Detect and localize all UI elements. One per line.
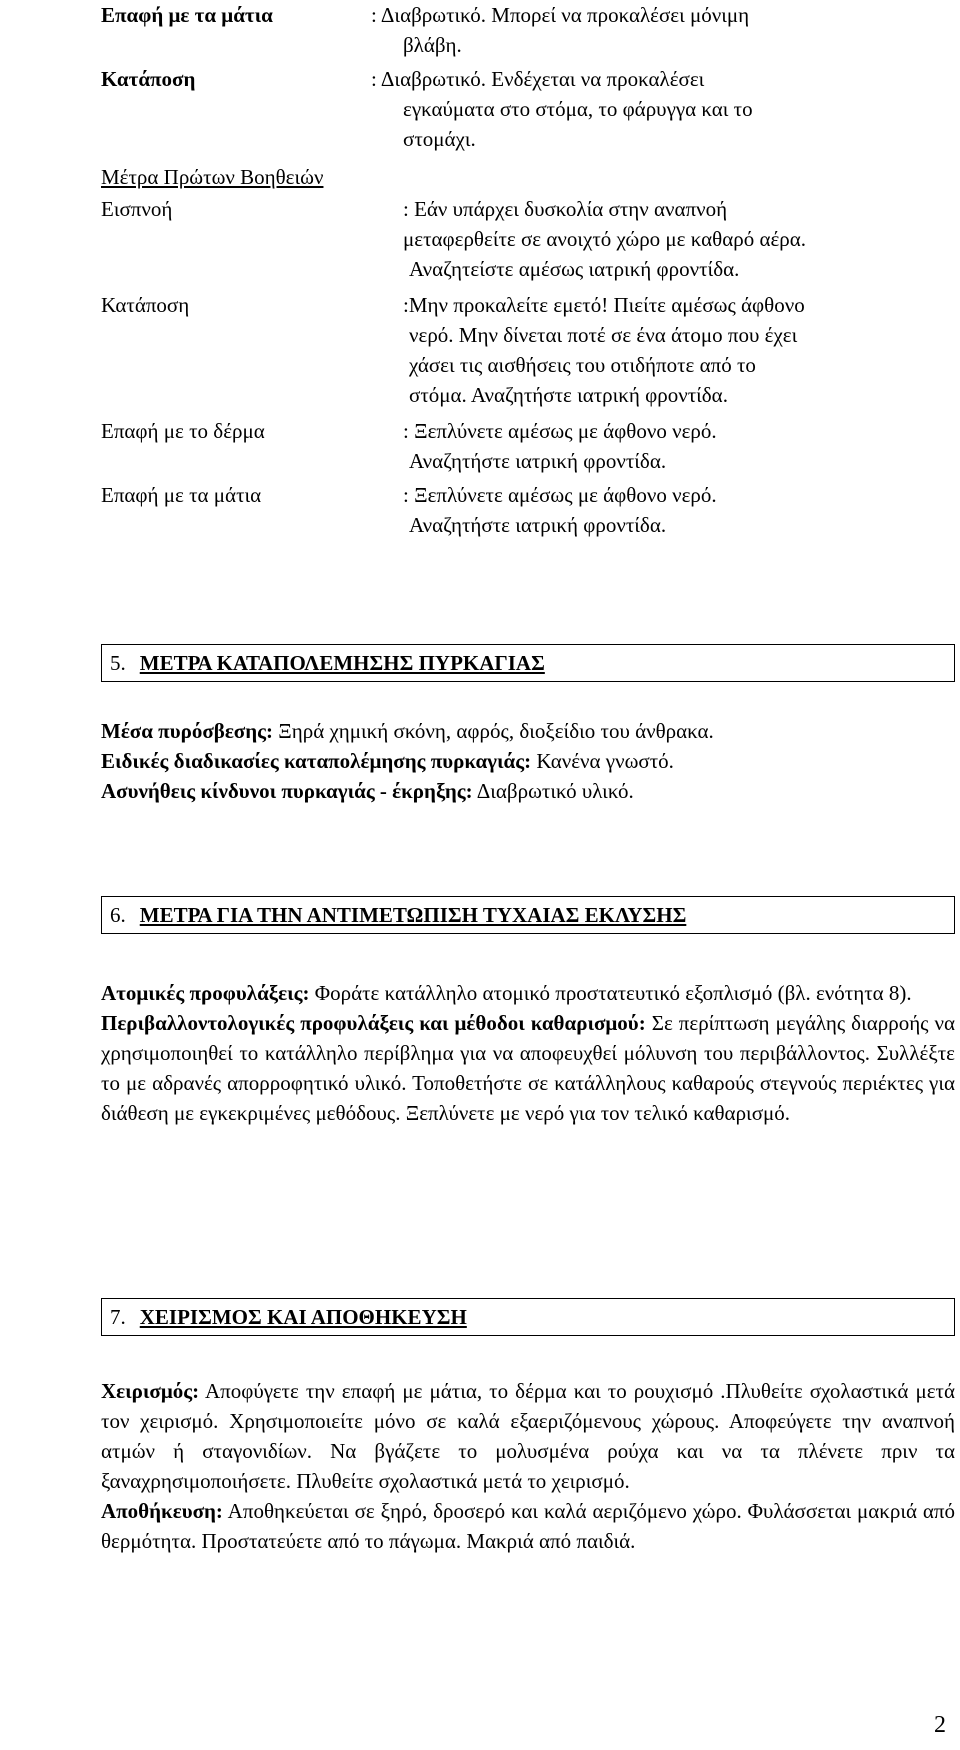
section-number: 6.: [110, 903, 126, 927]
section-6-body: [101, 978, 955, 1128]
paragraph: [101, 776, 955, 806]
row-label: Κατάποση: [101, 293, 190, 317]
item-label: Ασυνήθεις κίνδυνοι πυρκαγιάς - έκρηξης:: [101, 779, 473, 803]
row-line: Αναζητήστε ιατρική φροντίδα.: [409, 449, 667, 473]
row-line: : Εάν υπάρχει δυσκολία στην αναπνοή: [403, 197, 728, 221]
section-title: ΜΕΤΡΑ ΚΑΤΑΠΟΛΕΜΗΣΗΣ ΠΥΡΚΑΓΙΑΣ: [139, 651, 545, 675]
row-value: [371, 194, 957, 284]
row-value: [371, 480, 957, 540]
section-7-body: [101, 1376, 955, 1556]
row-line: :Μην προκαλείτε εμετό! Πιείτε αμέσως άφθονο: [403, 293, 805, 317]
row-value: [371, 0, 957, 60]
item-text: Φοράτε κατάλληλο ατομικό προστατευτικό εξοπλισμό (βλ. ενότητα 8).: [309, 981, 912, 1005]
row-line: νερό. Μην δίνεται ποτέ σε ένα άτομο που έχει: [409, 323, 798, 347]
section-title: ΜΕΤΡΑ ΓΙΑ ΤΗΝ ΑΝΤΙΜΕΤΩΠΙΣΗ ΤΥΧΑΙΑΣ ΕΚΛΥΣΗΣ: [139, 903, 687, 927]
row-value: [371, 416, 957, 476]
row-label: Επαφή με τα μάτια: [101, 3, 273, 27]
section-7-header: [101, 1298, 955, 1336]
paragraph: [101, 1496, 955, 1556]
row-line: στόμα. Αναζητήστε ιατρική φροντίδα.: [409, 383, 728, 407]
row-line: : Ξεπλύνετε αμέσως με άφθονο νερό.: [403, 419, 717, 443]
item-text: Αποφύγετε την επαφή με μάτια, το δέρμα και το ρουχισμό .Πλυθείτε σχολαστικά μετά τον χειρισμό. Χρησιμοποιείτε μόνο σε καλά εξαεριζόμενους χώρους. Αποφεύγετε την αναπνοή ατμών ή σταγονιδίων. Να βγάζετε το μολυσμένα ρούχα και να τα πλένετε πριν τα ξαναχρησιμοποιήσετε. Πλυθείτε σχολαστικά μετά το χειρισμό.: [101, 1379, 955, 1493]
row-line: εγκαύματα στο στόμα, το φάρυγγα και το: [403, 97, 753, 121]
item-text: Διαβρωτικό υλικό.: [472, 779, 634, 803]
paragraph: [101, 1376, 955, 1496]
row-label: Εισπνοή: [101, 197, 173, 221]
item-label: Χειρισμός:: [101, 1379, 200, 1403]
row-skin-contact: [101, 416, 957, 476]
row-line: Αναζητήστε ιατρική φροντίδα.: [409, 513, 667, 537]
row-line: : Διαβρωτικό. Μπορεί να προκαλέσει μόνιμη: [371, 3, 750, 27]
paragraph: [101, 716, 955, 746]
item-text: Κανένα γνωστό.: [531, 749, 674, 773]
item-label: Ατομικές προφυλάξεις:: [101, 981, 310, 1005]
section-6-header: [101, 896, 955, 934]
row-label: Επαφή με το δέρμα: [101, 419, 265, 443]
row-line: χάσει τις αισθήσεις του οτιδήποτε από το: [409, 353, 756, 377]
section-title: ΧΕΙΡΙΣΜΟΣ ΚΑΙ ΑΠΟΘΗΚΕΥΣΗ: [139, 1305, 467, 1329]
section-number: 7.: [110, 1305, 126, 1329]
paragraph: [101, 746, 955, 776]
item-text: Σε περίπτωση μεγάλης διαρροής να χρησιμοποιηθεί το κατάλληλο περίβλημα για να αποφευχθεί μόλυνση του περιβάλλοντος. Συλλέξτε το με αδρανές απορροφητικό υλικό. Τοποθετήστε σε κατάλληλους καθαρούς στεγνούς περιέκτες για διάθεση με εγκεκριμένες μεθόδους. Ξεπλύνετε με νερό για τον τελικό καθαρισμό.: [101, 1011, 956, 1125]
row-eye-contact-hazard: [101, 0, 957, 60]
row-eye-contact-aid: [101, 480, 957, 540]
row-line: βλάβη.: [403, 33, 462, 57]
section-5-header: [101, 644, 955, 682]
row-ingestion-aid: [101, 290, 957, 410]
first-aid-heading: [101, 162, 957, 192]
item-label: Μέσα πυρόσβεσης:: [101, 719, 273, 743]
row-value: [371, 290, 957, 410]
section-5-body: [101, 716, 955, 806]
row-line: : Διαβρωτικό. Ενδέχεται να προκαλέσει: [371, 67, 705, 91]
first-aid-heading-text: Μέτρα Πρώτων Βοηθειών: [101, 165, 324, 189]
section-number: 5.: [110, 651, 126, 675]
row-label: Κατάποση: [101, 67, 196, 91]
row-line: μεταφερθείτε σε ανοιχτό χώρο με καθαρό αέρα.: [403, 227, 806, 251]
item-label: Περιβαλλοντολογικές προφυλάξεις και μέθοδοι καθαρισμού:: [101, 1011, 646, 1035]
row-line: στομάχι.: [403, 127, 476, 151]
item-text: Αποθηκεύεται σε ξηρό, δροσερό και καλά αεριζόμενο χώρο. Φυλάσσεται μακριά από θερμότητα. Προστατεύετε από το πάγωμα. Μακριά από παιδιά.: [101, 1499, 955, 1553]
item-text: Ξηρά χημική σκόνη, αφρός, διοξείδιο του άνθρακα.: [273, 719, 714, 743]
page-number: 2: [934, 1712, 946, 1738]
paragraph: [101, 978, 955, 1008]
row-label: Επαφή με τα μάτια: [101, 483, 262, 507]
paragraph: [101, 1008, 955, 1128]
row-ingestion-hazard: [101, 64, 957, 154]
row-line: : Ξεπλύνετε αμέσως με άφθονο νερό.: [403, 483, 717, 507]
row-value: [371, 64, 957, 154]
item-label: Ειδικές διαδικασίες καταπολέμησης πυρκαγιάς:: [101, 749, 532, 773]
row-line: Αναζητείστε αμέσως ιατρική φροντίδα.: [409, 257, 740, 281]
item-label: Αποθήκευση:: [101, 1499, 223, 1523]
row-inhalation: [101, 194, 957, 284]
